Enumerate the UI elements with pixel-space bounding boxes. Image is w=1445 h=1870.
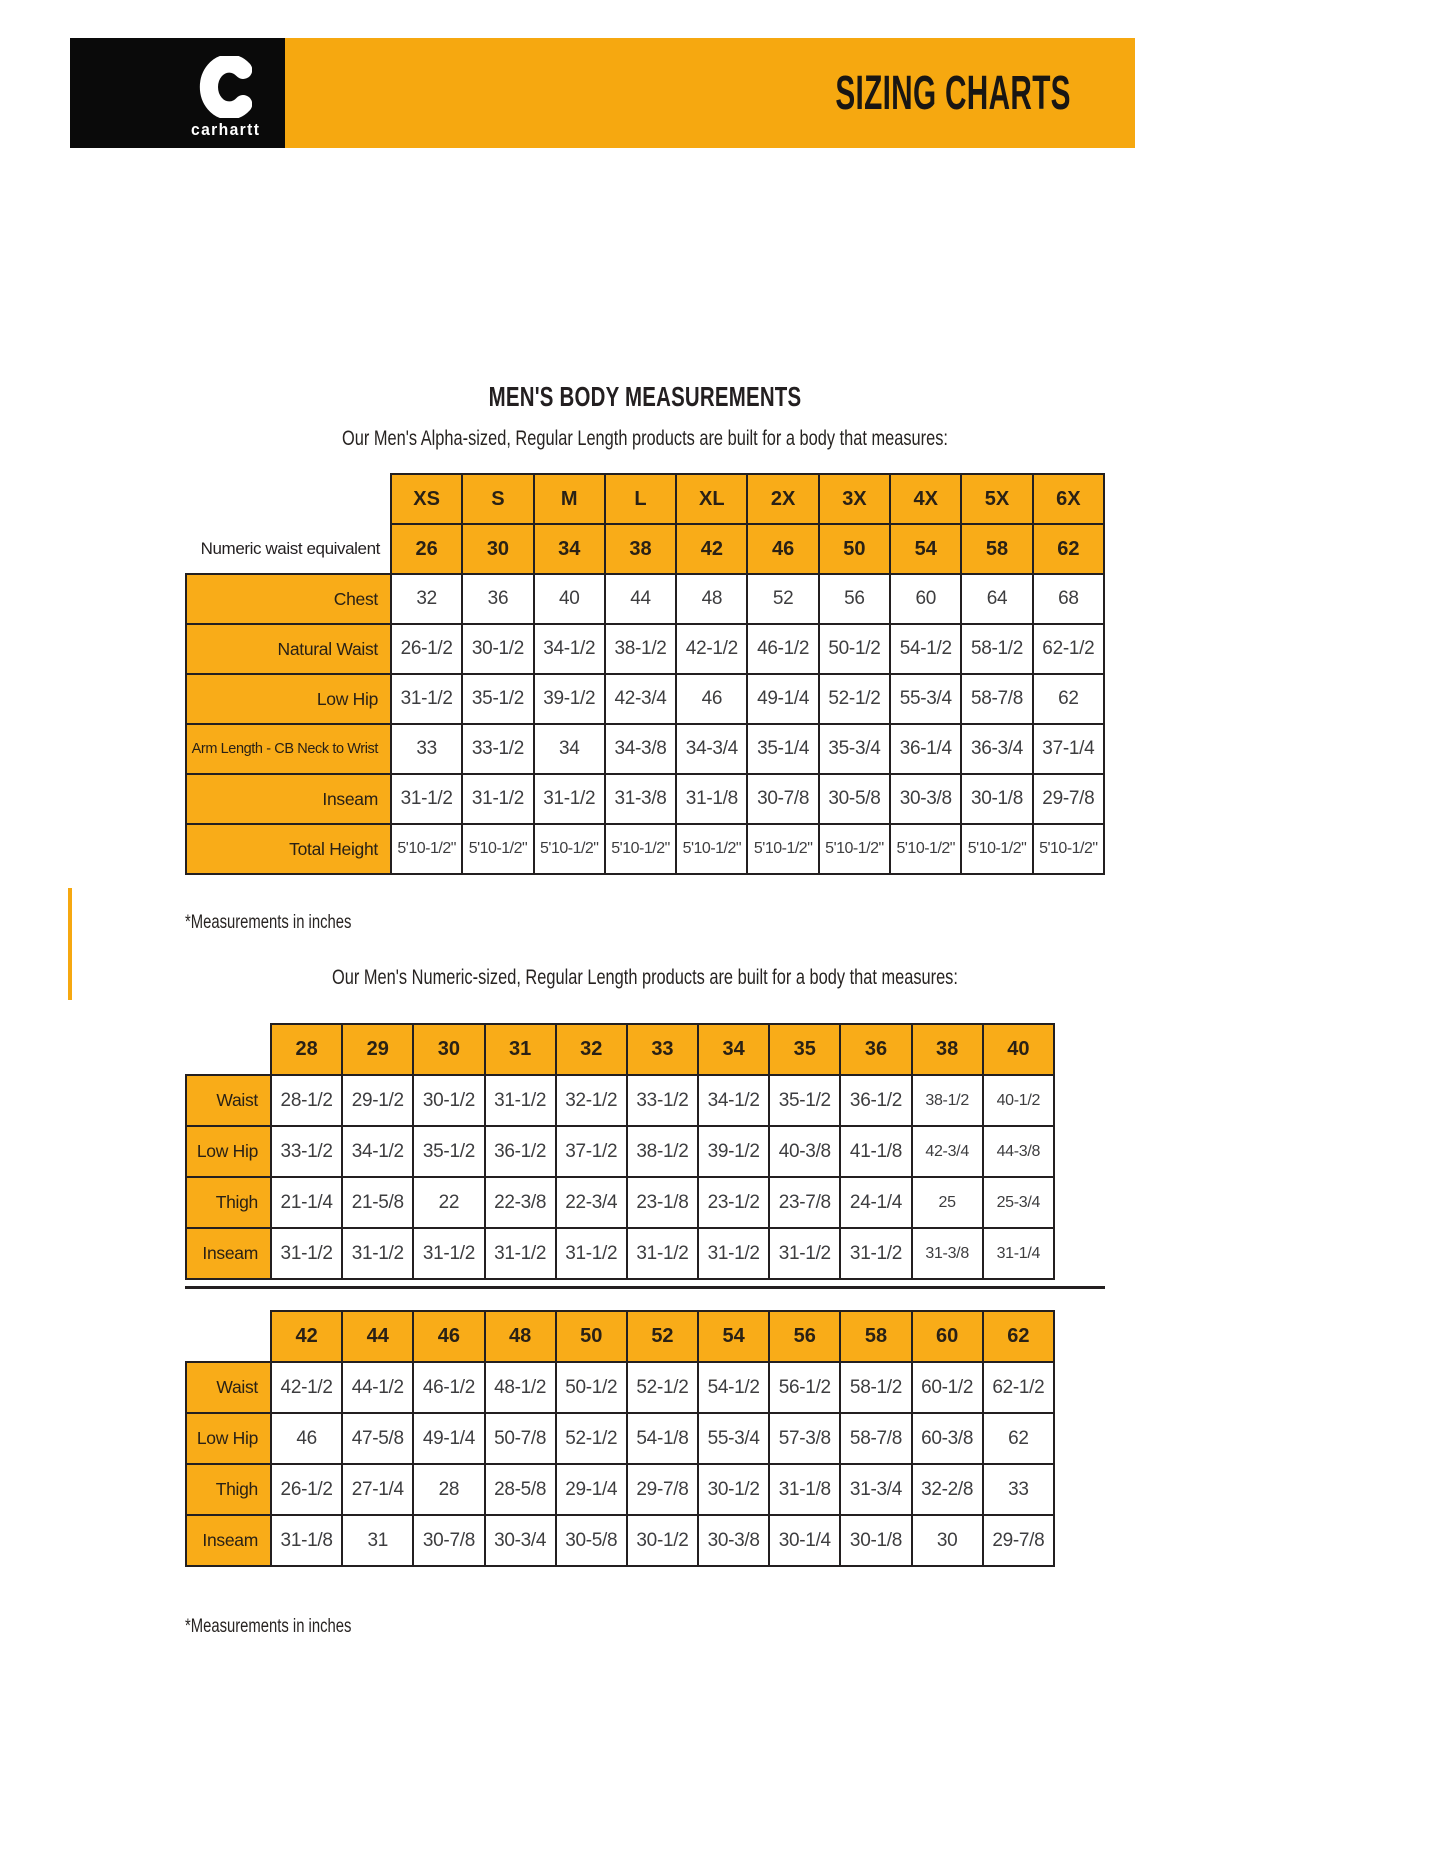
- measurement-cell: 32: [391, 574, 462, 624]
- row-label: Natural Waist: [186, 624, 391, 674]
- measurement-cell: 30-7/8: [413, 1515, 484, 1566]
- measurement-cell: 31-1/4: [983, 1228, 1054, 1279]
- measurement-row: [186, 1228, 1054, 1279]
- measurement-cell: 60-3/8: [912, 1413, 983, 1464]
- measurement-cell: 27-1/4: [342, 1464, 413, 1515]
- measurement-cell: 52-1/2: [556, 1413, 627, 1464]
- corner-spacer: [186, 1311, 271, 1362]
- measurement-cell: 31-1/2: [698, 1228, 769, 1279]
- row-label: Inseam: [186, 1228, 271, 1279]
- size-column-header: 38: [912, 1024, 983, 1075]
- measurement-cell: 5'10-1/2": [462, 824, 533, 874]
- measurement-cell: 5'10-1/2": [747, 824, 818, 874]
- measurement-cell: 29-7/8: [1033, 774, 1104, 824]
- row-label: Thigh: [186, 1464, 271, 1515]
- measurement-row: [186, 674, 1104, 724]
- size-header-row: [186, 474, 1104, 524]
- measurement-cell: 49-1/4: [747, 674, 818, 724]
- size-column-header: S: [462, 474, 533, 524]
- page-edge-mark: [68, 888, 72, 1000]
- size-column-header: 58: [961, 524, 1032, 574]
- measurement-cell: 31-1/2: [342, 1228, 413, 1279]
- measurement-row: [186, 1126, 1054, 1177]
- measurement-cell: 31-3/8: [912, 1228, 983, 1279]
- measurement-cell: 31-1/8: [271, 1515, 342, 1566]
- size-column-header: 3X: [819, 474, 890, 524]
- measurement-cell: 30-1/2: [627, 1515, 698, 1566]
- measurement-cell: 58-1/2: [840, 1362, 911, 1413]
- size-column-header: 62: [1033, 524, 1104, 574]
- measurement-row: [186, 1075, 1054, 1126]
- measurement-cell: 68: [1033, 574, 1104, 624]
- size-column-header: 26: [391, 524, 462, 574]
- measurement-cell: 25: [912, 1177, 983, 1228]
- measurement-cell: 57-3/8: [769, 1413, 840, 1464]
- measurement-cell: 54-1/2: [698, 1362, 769, 1413]
- size-column-header: 30: [413, 1024, 484, 1075]
- measurement-cell: 32-2/8: [912, 1464, 983, 1515]
- row-label: Inseam: [186, 1515, 271, 1566]
- measurement-cell: 41-1/8: [840, 1126, 911, 1177]
- measurement-cell: 39-1/2: [534, 674, 605, 724]
- size-column-header: 50: [819, 524, 890, 574]
- row-label: Thigh: [186, 1177, 271, 1228]
- measurement-cell: 33: [391, 724, 462, 774]
- measurement-cell: 31-1/2: [485, 1228, 556, 1279]
- measurement-cell: 35-1/2: [769, 1075, 840, 1126]
- measurement-cell: 36: [462, 574, 533, 624]
- measurement-cell: 38-1/2: [912, 1075, 983, 1126]
- row-label: Waist: [186, 1075, 271, 1126]
- row-label: Low Hip: [186, 1126, 271, 1177]
- measurement-cell: 5'10-1/2": [676, 824, 747, 874]
- row-label: Waist: [186, 1362, 271, 1413]
- size-column-header: 5X: [961, 474, 1032, 524]
- measurement-cell: 33-1/2: [462, 724, 533, 774]
- carhartt-c-icon: [198, 56, 252, 118]
- measurement-cell: 5'10-1/2": [890, 824, 961, 874]
- measurement-cell: 42-1/2: [271, 1362, 342, 1413]
- measurement-cell: 44-1/2: [342, 1362, 413, 1413]
- measurement-cell: 23-7/8: [769, 1177, 840, 1228]
- measurement-cell: 58-7/8: [840, 1413, 911, 1464]
- row-label: Low Hip: [186, 1413, 271, 1464]
- measurement-cell: 54-1/8: [627, 1413, 698, 1464]
- size-column-header: 48: [485, 1311, 556, 1362]
- size-column-header: 40: [983, 1024, 1054, 1075]
- measurement-cell: 36-1/2: [485, 1126, 556, 1177]
- measurement-cell: 30-7/8: [747, 774, 818, 824]
- measurement-cell: 60-1/2: [912, 1362, 983, 1413]
- measurement-cell: 48-1/2: [485, 1362, 556, 1413]
- size-column-header: 33: [627, 1024, 698, 1075]
- size-column-header: 30: [462, 524, 533, 574]
- measurement-cell: 52-1/2: [627, 1362, 698, 1413]
- size-column-header: 52: [627, 1311, 698, 1362]
- measurement-cell: 22: [413, 1177, 484, 1228]
- measurement-cell: 30-1/8: [840, 1515, 911, 1566]
- measurement-cell: 31-1/2: [391, 774, 462, 824]
- measurement-cell: 40: [534, 574, 605, 624]
- measurement-cell: 31-1/2: [627, 1228, 698, 1279]
- measurement-cell: 46: [271, 1413, 342, 1464]
- size-column-header: L: [605, 474, 676, 524]
- measurement-cell: 23-1/8: [627, 1177, 698, 1228]
- measurement-cell: 58-7/8: [961, 674, 1032, 724]
- measurement-cell: 29-1/2: [342, 1075, 413, 1126]
- header-gold-band: [285, 38, 1135, 148]
- measurement-cell: 38-1/2: [627, 1126, 698, 1177]
- measurement-cell: 34-1/2: [342, 1126, 413, 1177]
- page-title: MEN'S BODY MEASUREMENTS: [488, 381, 802, 412]
- measurement-cell: 40-3/8: [769, 1126, 840, 1177]
- measurement-cell: 35-1/4: [747, 724, 818, 774]
- size-column-header: 46: [747, 524, 818, 574]
- corner-spacer: [186, 1024, 271, 1075]
- size-column-header: 2X: [747, 474, 818, 524]
- section-divider-line: [185, 1286, 1105, 1289]
- measurement-cell: 31-1/2: [391, 674, 462, 724]
- brand-wordmark: carhartt: [190, 120, 260, 139]
- measurement-cell: 50-7/8: [485, 1413, 556, 1464]
- numeric-size-table-42-62: [185, 1310, 1055, 1567]
- header-bar: [70, 38, 1135, 148]
- row-label: Total Height: [186, 824, 391, 874]
- measurement-cell: 28: [413, 1464, 484, 1515]
- size-column-header: 29: [342, 1024, 413, 1075]
- measurement-cell: 50-1/2: [819, 624, 890, 674]
- carhartt-logo-box: [70, 38, 285, 148]
- corner-spacer: [186, 474, 391, 524]
- measurement-cell: 62-1/2: [983, 1362, 1054, 1413]
- measurement-cell: 35-1/2: [413, 1126, 484, 1177]
- measurement-cell: 31-1/2: [462, 774, 533, 824]
- measurement-cell: 31: [342, 1515, 413, 1566]
- measurement-cell: 30-1/8: [961, 774, 1032, 824]
- size-header-row: [186, 1024, 1054, 1075]
- size-column-header: 58: [840, 1311, 911, 1362]
- size-column-header: 44: [342, 1311, 413, 1362]
- measurement-cell: 52-1/2: [819, 674, 890, 724]
- measurement-cell: 30-1/2: [462, 624, 533, 674]
- size-column-header: 34: [698, 1024, 769, 1075]
- measurement-cell: 48: [676, 574, 747, 624]
- size-column-header: 60: [912, 1311, 983, 1362]
- measurement-cell: 34-1/2: [534, 624, 605, 674]
- measurement-cell: 31-1/2: [769, 1228, 840, 1279]
- measurement-cell: 58-1/2: [961, 624, 1032, 674]
- size-column-header: 62: [983, 1311, 1054, 1362]
- measurement-cell: 34-3/4: [676, 724, 747, 774]
- measurement-cell: 46: [676, 674, 747, 724]
- measurement-cell: 54-1/2: [890, 624, 961, 674]
- measurement-row: [186, 1362, 1054, 1413]
- measurement-cell: 56: [819, 574, 890, 624]
- measurement-cell: 5'10-1/2": [391, 824, 462, 874]
- measurement-cell: 30-3/8: [890, 774, 961, 824]
- measurement-cell: 29-7/8: [627, 1464, 698, 1515]
- measurement-cell: 5'10-1/2": [605, 824, 676, 874]
- measurement-cell: 5'10-1/2": [961, 824, 1032, 874]
- measurement-cell: 32-1/2: [556, 1075, 627, 1126]
- size-column-header: 34: [534, 524, 605, 574]
- row-label: Chest: [186, 574, 391, 624]
- measurement-cell: 30-1/4: [769, 1515, 840, 1566]
- measurement-cell: 31-1/8: [676, 774, 747, 824]
- measurement-cell: 30-1/2: [698, 1464, 769, 1515]
- measurement-cell: 31-1/2: [556, 1228, 627, 1279]
- alpha-section-subtitle: Our Men's Alpha-sized, Regular Length products are built for a body that measures:: [342, 427, 948, 450]
- measurement-cell: 26-1/2: [391, 624, 462, 674]
- measurement-cell: 40-1/2: [983, 1075, 1054, 1126]
- size-column-header: 42: [676, 524, 747, 574]
- measurement-cell: 42-3/4: [912, 1126, 983, 1177]
- numeric-section-subtitle: Our Men's Numeric-sized, Regular Length products are built for a body that measures:: [332, 966, 958, 989]
- measurement-cell: 36-1/2: [840, 1075, 911, 1126]
- sizing-charts-title: SIZING CHARTS: [835, 66, 1071, 120]
- measurement-cell: 34: [534, 724, 605, 774]
- measurement-cell: 46-1/2: [747, 624, 818, 674]
- measurement-row: [186, 1464, 1054, 1515]
- measurement-cell: 60: [890, 574, 961, 624]
- measurement-row: [186, 824, 1104, 874]
- size-column-header: 28: [271, 1024, 342, 1075]
- size-column-header: 42: [271, 1311, 342, 1362]
- size-column-header: 38: [605, 524, 676, 574]
- size-column-header: 54: [890, 524, 961, 574]
- measurement-cell: 22-3/8: [485, 1177, 556, 1228]
- measurement-cell: 21-5/8: [342, 1177, 413, 1228]
- measurement-row: [186, 1177, 1054, 1228]
- size-column-header: 35: [769, 1024, 840, 1075]
- measurement-cell: 31-3/4: [840, 1464, 911, 1515]
- measurement-cell: 52: [747, 574, 818, 624]
- numeric-size-table-28-40: [185, 1023, 1055, 1280]
- measurement-cell: 35-1/2: [462, 674, 533, 724]
- row-label: Inseam: [186, 774, 391, 824]
- measurement-cell: 30-3/8: [698, 1515, 769, 1566]
- measurement-cell: 42-1/2: [676, 624, 747, 674]
- carhartt-logo: [188, 56, 263, 140]
- measurement-cell: 5'10-1/2": [1033, 824, 1104, 874]
- measurement-cell: 62-1/2: [1033, 624, 1104, 674]
- measurement-cell: 30: [912, 1515, 983, 1566]
- measurement-cell: 34-1/2: [698, 1075, 769, 1126]
- measurement-cell: 62: [983, 1413, 1054, 1464]
- size-column-header: 6X: [1033, 474, 1104, 524]
- measurement-row: [186, 774, 1104, 824]
- measurement-cell: 47-5/8: [342, 1413, 413, 1464]
- row-label: Arm Length - CB Neck to Wrist: [186, 724, 391, 774]
- measurement-cell: 56-1/2: [769, 1362, 840, 1413]
- measurement-cell: 5'10-1/2": [819, 824, 890, 874]
- measurement-cell: 28-5/8: [485, 1464, 556, 1515]
- measurement-cell: 33-1/2: [271, 1126, 342, 1177]
- size-header-row: [186, 1311, 1054, 1362]
- size-column-header: 54: [698, 1311, 769, 1362]
- measurement-cell: 31-1/8: [769, 1464, 840, 1515]
- size-column-header: 4X: [890, 474, 961, 524]
- measurement-cell: 44-3/8: [983, 1126, 1054, 1177]
- size-column-header: 32: [556, 1024, 627, 1075]
- measurement-cell: 37-1/2: [556, 1126, 627, 1177]
- measurement-cell: 31-1/2: [840, 1228, 911, 1279]
- measurement-cell: 30-5/8: [556, 1515, 627, 1566]
- measurement-cell: 46-1/2: [413, 1362, 484, 1413]
- row-label: Numeric waist equivalent: [200, 538, 380, 558]
- measurement-cell: 35-3/4: [819, 724, 890, 774]
- measurement-cell: 31-1/2: [534, 774, 605, 824]
- measurement-row: [186, 1413, 1054, 1464]
- measurement-cell: 50-1/2: [556, 1362, 627, 1413]
- measurement-cell: 24-1/4: [840, 1177, 911, 1228]
- alpha-size-table: [185, 473, 1105, 875]
- measurement-cell: 31-1/2: [485, 1075, 556, 1126]
- measurement-cell: 49-1/4: [413, 1413, 484, 1464]
- measurement-cell: 62: [1033, 674, 1104, 724]
- measurement-row: [186, 1515, 1054, 1566]
- measurement-cell: 21-1/4: [271, 1177, 342, 1228]
- size-column-header: 50: [556, 1311, 627, 1362]
- size-column-header: 46: [413, 1311, 484, 1362]
- measurement-row: [186, 724, 1104, 774]
- size-header-row: [186, 524, 1104, 574]
- measurement-cell: 55-3/4: [698, 1413, 769, 1464]
- measurement-cell: 30-1/2: [413, 1075, 484, 1126]
- measurement-cell: 26-1/2: [271, 1464, 342, 1515]
- measurement-cell: 31-1/2: [271, 1228, 342, 1279]
- measurement-cell: 31-3/8: [605, 774, 676, 824]
- measurement-cell: 30-5/8: [819, 774, 890, 824]
- measurement-cell: 38-1/2: [605, 624, 676, 674]
- measurement-cell: 55-3/4: [890, 674, 961, 724]
- measurement-cell: 23-1/2: [698, 1177, 769, 1228]
- measurement-cell: 5'10-1/2": [534, 824, 605, 874]
- measurement-cell: 28-1/2: [271, 1075, 342, 1126]
- measurement-cell: 64: [961, 574, 1032, 624]
- size-column-header: 31: [485, 1024, 556, 1075]
- measurement-row: [186, 574, 1104, 624]
- measurements-note-alpha: *Measurements in inches: [185, 912, 352, 933]
- measurement-cell: 31-1/2: [413, 1228, 484, 1279]
- measurement-cell: 42-3/4: [605, 674, 676, 724]
- size-column-header: 36: [840, 1024, 911, 1075]
- size-column-header: XS: [391, 474, 462, 524]
- measurement-cell: 33: [983, 1464, 1054, 1515]
- measurement-cell: 30-3/4: [485, 1515, 556, 1566]
- measurement-cell: 36-3/4: [961, 724, 1032, 774]
- size-column-header: XL: [676, 474, 747, 524]
- measurements-note-numeric: *Measurements in inches: [185, 1616, 352, 1637]
- measurement-cell: 22-3/4: [556, 1177, 627, 1228]
- measurement-cell: 39-1/2: [698, 1126, 769, 1177]
- measurement-cell: 36-1/4: [890, 724, 961, 774]
- measurement-cell: 44: [605, 574, 676, 624]
- measurement-cell: 29-7/8: [983, 1515, 1054, 1566]
- size-column-header: M: [534, 474, 605, 524]
- measurement-row: [186, 624, 1104, 674]
- measurement-cell: 25-3/4: [983, 1177, 1054, 1228]
- measurement-cell: 29-1/4: [556, 1464, 627, 1515]
- measurement-cell: 33-1/2: [627, 1075, 698, 1126]
- measurement-cell: 34-3/8: [605, 724, 676, 774]
- size-column-header: 56: [769, 1311, 840, 1362]
- row-label: Low Hip: [186, 674, 391, 724]
- measurement-cell: 37-1/4: [1033, 724, 1104, 774]
